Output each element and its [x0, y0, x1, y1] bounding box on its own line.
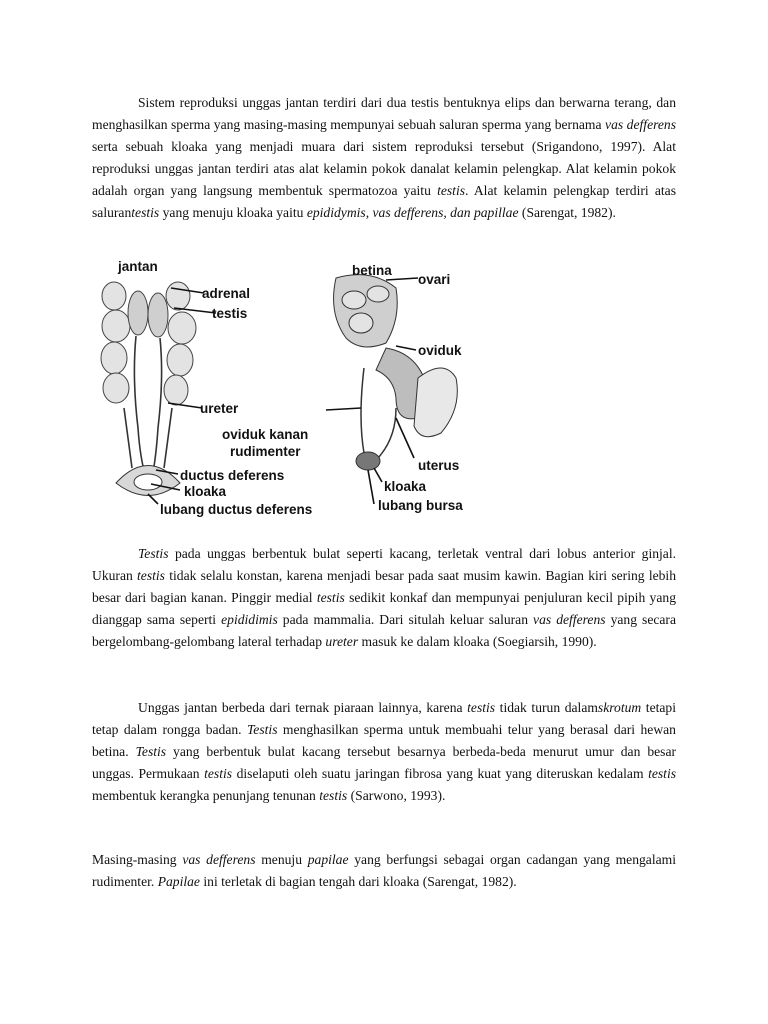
- italic-term: vas defferens: [533, 611, 606, 627]
- text-run: menuju: [255, 852, 308, 867]
- label-lubang-bursa: lubang bursa: [378, 498, 463, 513]
- italic-term: Testis: [138, 546, 169, 561]
- text-run: serta sebuah kloaka yang menjadi muara dari sistem reproduksi tersebut (Srigandono, 1997). Alat reproduksi unggas jantan terdiri atas alat kelamin pokok danalat kelamin pelengkap. Alat kelamin pokok adalah organ yang langsung membentuk spermatozoa yaitu: [92, 138, 676, 198]
- text-run: tetapi tetap dalam rongga badan.: [92, 700, 676, 737]
- reproductive-system-figure: [96, 258, 516, 520]
- label-adrenal: adrenal: [202, 286, 251, 301]
- label-testis: testis: [212, 306, 248, 321]
- italic-term: skrotum: [597, 700, 642, 715]
- paragraph-2: [92, 543, 676, 653]
- italic-term: epididymis, vas defferens, dan papillae: [306, 204, 519, 220]
- text-run: yang secara bergelombang-gelombang lateral terhadap: [92, 611, 676, 649]
- text-run: yang berbentuk bulat kacang tersebut besarnya berbeda-beda menurut umur dan besar unggas. Permukaan: [92, 743, 677, 781]
- italic-term: Testis: [247, 721, 278, 737]
- label-jantan: jantan: [118, 259, 158, 274]
- label-ureter: ureter: [200, 401, 239, 416]
- text-run: pada unggas berbentuk bulat seperti kacang, terletak ventral dari lobus anterior ginjal. Ukuran: [92, 546, 676, 583]
- label-kloaka-male: kloaka: [184, 484, 227, 499]
- text-run: . Alat kelamin pelengkap terdiri atas saluran: [92, 182, 677, 220]
- paragraph-3: [92, 697, 676, 807]
- label-ovari: ovari: [418, 272, 451, 287]
- label-ductus-deferens: ductus deferens: [180, 468, 285, 483]
- italic-term: testis: [648, 765, 677, 781]
- italic-term: Papilae: [157, 873, 200, 889]
- italic-term: testis: [131, 204, 160, 220]
- italic-term: ureter: [325, 633, 359, 649]
- text-run: membentuk kerangka penunjang tenunan: [92, 787, 320, 803]
- text-run: sedikit konkaf dan mempunyai penjuluran kecil pipih yang dianggap sama seperti: [92, 589, 676, 627]
- italic-term: testis: [467, 700, 496, 715]
- label-lubang-ductus-deferens: lubang ductus deferens: [160, 502, 313, 517]
- italic-term: vas defferens: [182, 852, 256, 867]
- text-run: yang berfungsi sebagai organ cadangan yang mengalami rudimenter.: [92, 852, 676, 889]
- text-run: ini terletak di bagian tengah dari kloaka (Sarengat, 1982).: [199, 873, 517, 889]
- text-run: menghasilkan sperma untuk membuahi telur yang berasal dari hewan betina.: [92, 721, 676, 759]
- text-run: Unggas jantan berbeda dari ternak piaraan lainnya, karena: [138, 700, 468, 715]
- text-run: (Sarengat, 1982).: [518, 204, 616, 220]
- italic-term: epididimis: [221, 611, 278, 627]
- paragraph-4: [92, 849, 676, 893]
- label-oviduk-kanan: oviduk kanan: [222, 427, 309, 442]
- italic-term: vas defferens: [605, 116, 677, 132]
- italic-term: testis: [137, 567, 165, 583]
- italic-term: testis: [319, 787, 348, 803]
- text-run: pada mammalia. Dari situlah keluar saluran: [277, 611, 534, 627]
- label-oviduk: oviduk: [418, 343, 462, 358]
- text-run: tidak turun dalam: [495, 700, 598, 715]
- label-kloaka-female: kloaka: [384, 479, 427, 494]
- label-rudimenter: rudimenter: [230, 444, 301, 459]
- text-run: diselaputi oleh suatu jaringan fibrosa yang kuat yang diteruskan kedalam: [232, 765, 649, 781]
- paragraph-1: [92, 92, 676, 223]
- italic-term: testis: [437, 182, 466, 198]
- italic-term: papilae: [307, 852, 349, 867]
- text-run: yang menuju kloaka yaitu: [159, 204, 307, 220]
- text-run: tidak selalu konstan, karena menjadi besar pada saat musim kawin. Bagian kiri sering lebih besar dari bagian kanan. Pinggir medial: [92, 567, 676, 605]
- text-run: Masing-masing: [92, 852, 183, 867]
- label-uterus: uterus: [418, 458, 460, 473]
- italic-term: Testis: [135, 743, 167, 759]
- text-run: Sistem reproduksi unggas jantan terdiri dari dua testis bentuknya elips dan berwarna terang, dan menghasilkan sperma yang masing-masing mempunyai sebuah saluran sperma yang bernama: [92, 95, 676, 132]
- text-run: (Sarwono, 1993).: [347, 787, 446, 803]
- italic-term: testis: [316, 589, 345, 605]
- label-betina: betina: [352, 263, 392, 278]
- text-run: masuk ke dalam kloaka (Soegiarsih, 1990).: [358, 633, 597, 649]
- italic-term: testis: [204, 765, 233, 781]
